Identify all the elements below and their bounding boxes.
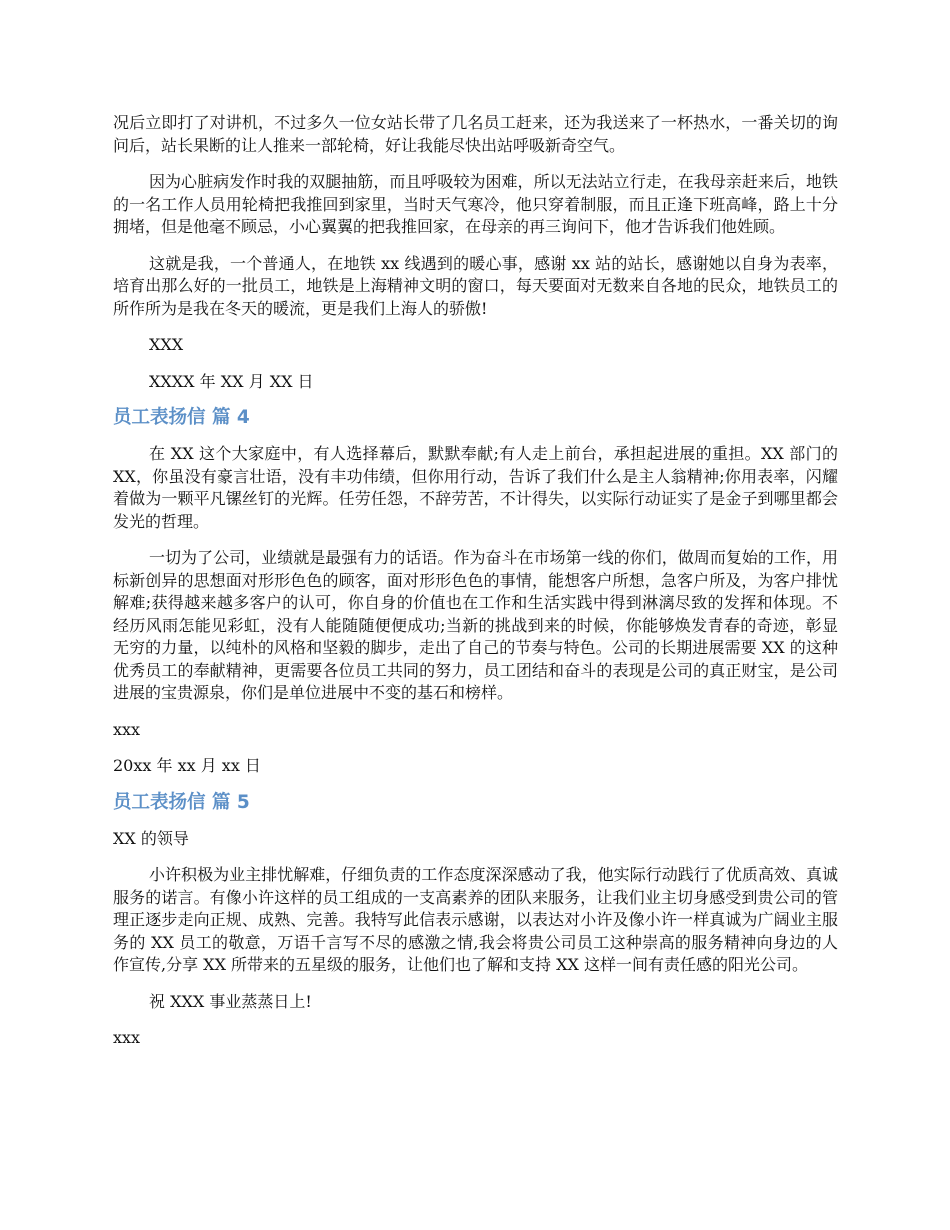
signature: xxx bbox=[113, 1028, 141, 1047]
body-paragraph: 小许积极为业主排忧解难，仔细负责的工作态度深深感动了我，他实际行动践行了优质高效、真诚服务的诺言。有像小许这样的员工组成的一支高素养的团队来服务，让我们业主切身感受到贵公司的管理正逐步走向正规、成熟、完善。我特写此信表示感谢，以表达对小许及像小许一样真诚为广阔业主服务的 XX 员工的敬意，万语千言写不尽的感激之情,我会将贵公司员工这种崇高的服务精神向身边的人作宣传,分享 XX 所带来的五星级的服务，让他们也了解和支持 XX 这样一间有责任感的阳光公司。 bbox=[113, 865, 838, 974]
body-paragraph: 况后立即打了对讲机，不过多久一位女站长带了几名员工赶来，还为我送来了一杯热水，一番关切的询问后，站长果断的让人推来一部轮椅，好让我能尽快出站呼吸新奇空气。 bbox=[113, 113, 838, 155]
date: 20xx 年 xx 月 xx 日 bbox=[113, 756, 261, 775]
body-paragraph: 在 XX 这个大家庭中，有人选择幕后，默默奉献;有人走上前台，承担起进展的重担。XX 部门的 XX，你虽没有豪言壮语，没有丰功伟绩，但你用行动，告诉了我们什么是主人翁精神;你用表率，闪耀着做为一颗平凡镙丝钉的光辉。任劳任怨，不辞劳苦，不计得失，以实际行动证实了是金子到哪里都会发光的哲理。 bbox=[113, 444, 838, 531]
document-page bbox=[113, 112, 838, 1064]
section-heading: 员工表扬信 篇 5 bbox=[113, 791, 250, 813]
body-paragraph: 一切为了公司，业绩就是最强有力的话语。作为奋斗在市场第一线的你们，做周而复始的工作，用标新创异的思想面对形形色色的顾客，面对形形色色的事情，能想客户所想，急客户所及，为客户排忧解难;获得越来越多客户的认可，你自身的价值也在工作和生活实践中得到淋漓尽致的发挥和体现。不经历风雨怎能见彩虹，没有人能随随便便成功;当新的挑战到来的时候，你能够焕发青春的奇迹，彰显无穷的力量，以纯朴的风格和坚毅的脚步，走出了自己的节奏与特色。公司的长期进展需要 XX 的这种优秀员工的奉献精神，更需要各位员工共同的努力，员工团结和奋斗的表现是公司的真正财宝，是公司进展的宝贵源泉，你们是单位进展中不变的基石和榜样。 bbox=[113, 548, 838, 702]
signature: XXX bbox=[149, 335, 184, 354]
section-heading: 员工表扬信 篇 4 bbox=[113, 407, 250, 428]
closing-wish: 祝 XXX 事业蒸蒸日上! bbox=[149, 991, 312, 1011]
body-paragraph: 这就是我，一个普通人，在地铁 xx 线遇到的暖心事，感谢 xx 站的站长，感谢她以自身为表率，培育出那么好的一批员工，地铁是上海精神文明的窗口，每天要面对无数来自各地的民众，地铁员工的所作所为是我在冬天的暖流，更是我们上海人的骄傲! bbox=[113, 253, 838, 318]
salutation: XX 的领导 bbox=[113, 828, 189, 848]
date: XXXX 年 XX 月 XX 日 bbox=[149, 371, 314, 391]
signature: xxx bbox=[113, 719, 141, 739]
body-paragraph: 因为心脏病发作时我的双腿抽筋，而且呼吸较为困难，所以无法站立行走，在我母亲赶来后，地铁的一名工作人员用轮椅把我推回到家里，当时天气寒冷，他只穿着制服，而且正逢下班高峰，路上十分拥堵，但是他毫不顾忌，小心翼翼的把我推回家，在母亲的再三询问下，他才告诉我们他姓顾。 bbox=[113, 172, 838, 236]
